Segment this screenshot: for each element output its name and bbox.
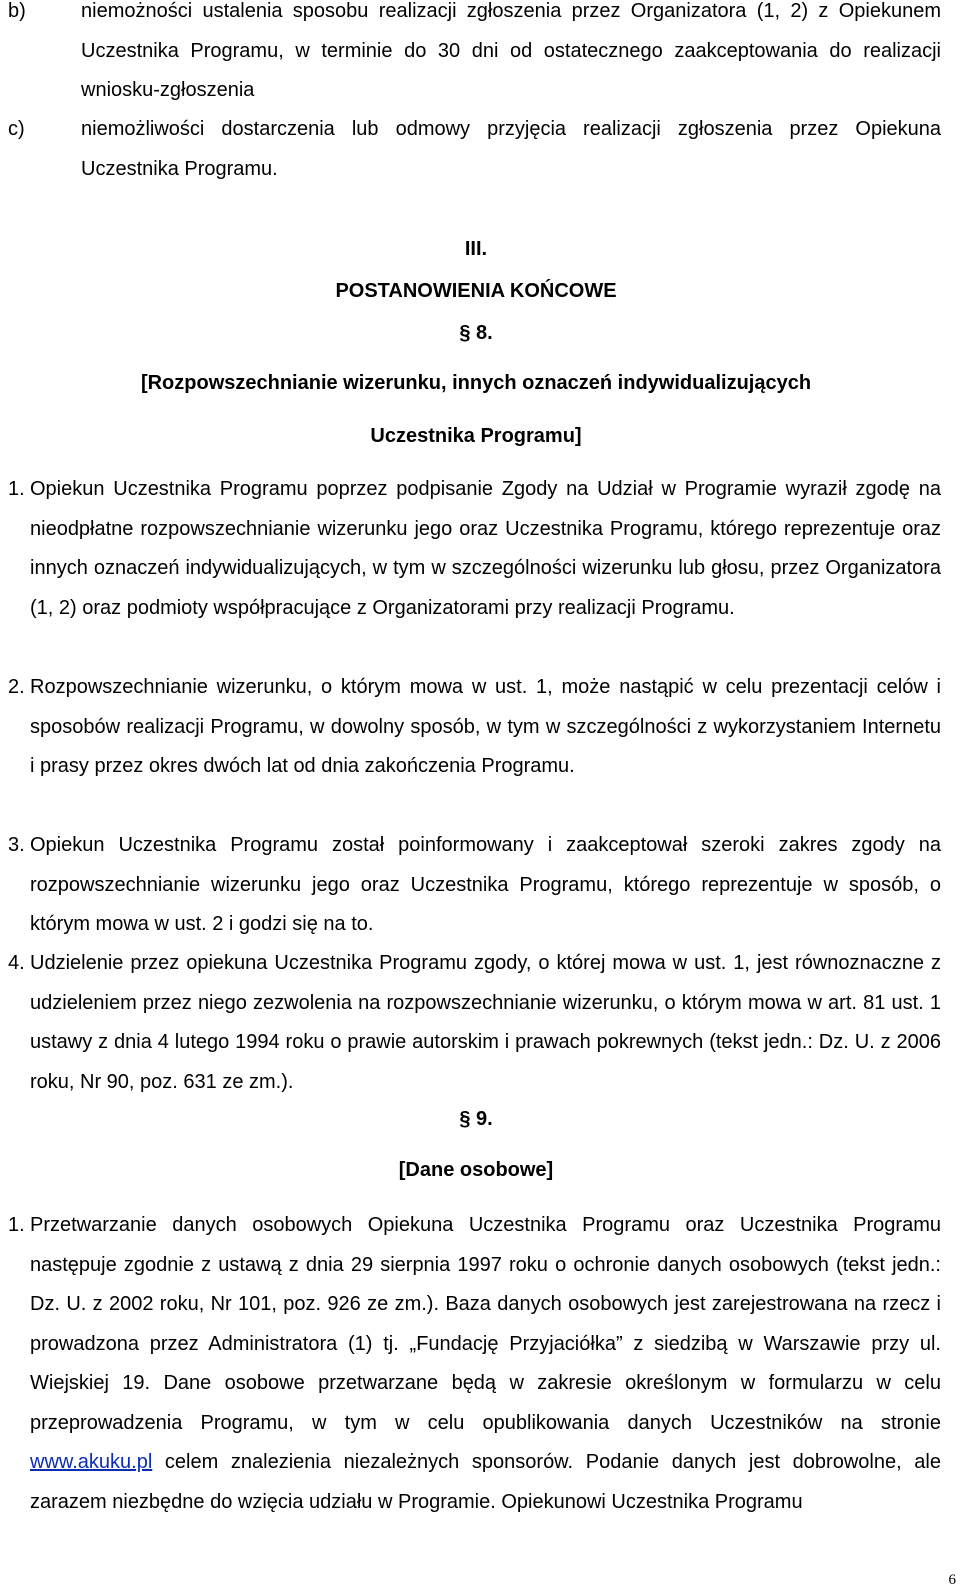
website-link[interactable]: www.akuku.pl <box>30 1451 153 1473</box>
chapter-title: POSTANOWIENIA KOŃCOWE <box>335 280 617 302</box>
paragraph-marker: 1. <box>8 478 25 500</box>
section-9-title: [Dane osobowe] <box>398 1159 554 1181</box>
chapter-number: III. <box>464 238 488 260</box>
list-item-text: niemożliwości dostarczenia lub odmowy przyjęcia realizacji zgłoszenia przez Opiekuna Uczestnika Programu. <box>81 118 941 180</box>
paragraph-marker: 4. <box>8 952 25 974</box>
paragraph-text <box>30 1206 941 1522</box>
paragraph-text: Opiekun Uczestnika Programu został poinformowany i zaakceptował szeroki zakres zgody na rozpowszechnianie wizerunku jego oraz Uczestnika Programu, którego reprezentuje w sposób, o którym mowa w ust. 2 i godzi się na to. <box>30 834 941 935</box>
section-8-title-line-1: [Rozpowszechnianie wizerunku, innych oznaczeń indywidualizujących <box>140 372 812 394</box>
section-8-title-line-2: Uczestnika Programu] <box>370 425 582 447</box>
page-number: 6 <box>948 1572 956 1588</box>
paragraph-marker: 1. <box>8 1214 25 1236</box>
section-9-number: § 9. <box>459 1108 493 1130</box>
list-marker: c) <box>8 118 25 140</box>
paragraph-marker: 3. <box>8 834 25 856</box>
paragraph-text-part-1: Przetwarzanie danych osobowych Opiekuna Uczestnika Programu oraz Uczestnika Programu następuje zgodnie z ustawą z dnia 29 sierpnia 1997 roku o ochronie danych osobowych (tekst jedn.: Dz. U. z 2002 roku, Nr 101, poz. 926 ze zm.). Baza danych osobowych jest zarejestrowana na rzecz i prowadzona przez Administratora (1) tj. „Fundację Przyjaciółka” z siedzibą w Warszawie przy ul. Wiejskiej 19. Dane osobowe przetwarzane będą w zakresie określonym w formularzu w celu przeprowadzenia Programu, w tym w celu opublikowania danych Uczestników na stronie <box>30 1214 941 1434</box>
section-8-number: § 8. <box>459 322 493 344</box>
list-marker: b) <box>8 0 26 22</box>
paragraph-text: Rozpowszechnianie wizerunku, o którym mowa w ust. 1, może nastąpić w celu prezentacji celów i sposobów realizacji Programu, w dowolny sposób, w tym w szczególności z wykorzystaniem Internetu i prasy przez okres dwóch lat od dnia zakończenia Programu. <box>30 676 941 777</box>
paragraph-text: Opiekun Uczestnika Programu poprzez podpisanie Zgody na Udział w Programie wyraził zgodę na nieodpłatne rozpowszechnianie wizerunku jego oraz Uczestnika Programu, którego reprezentuje oraz innych oznaczeń indywidualizujących, w tym w szczególności wizerunku lub głosu, przez Organizatora (1, 2) oraz podmioty współpracujące z Organizatorami przy realizacji Programu. <box>30 478 941 619</box>
paragraph-marker: 2. <box>8 676 25 698</box>
paragraph-text: Udzielenie przez opiekuna Uczestnika Programu zgody, o której mowa w ust. 1, jest równoznaczne z udzieleniem przez niego zezwolenia na rozpowszechnianie wizerunku, o którym mowa w art. 81 ust. 1 ustawy z dnia 4 lutego 1994 roku o prawie autorskim i prawach pokrewnych (tekst jedn.: Dz. U. z 2006 roku, Nr 90, poz. 631 ze zm.). <box>30 952 941 1093</box>
list-item-text: niemożności ustalenia sposobu realizacji zgłoszenia przez Organizatora (1, 2) z Opiekunem Uczestnika Programu, w terminie do 30 dni od ostatecznego zaakceptowania do realizacji wniosku-zgłoszenia <box>81 0 941 101</box>
paragraph-text-part-2: celem znalezienia niezależnych sponsorów. Podanie danych jest dobrowolne, ale zarazem niezbędne do wzięcia udziału w Programie. Opiekunowi Uczestnika Programu <box>30 1451 941 1513</box>
